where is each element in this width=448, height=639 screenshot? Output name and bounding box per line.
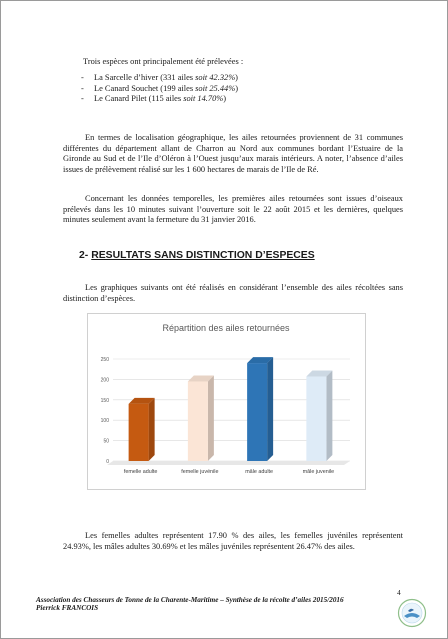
section-number: 2- bbox=[79, 250, 89, 261]
list-item: - La Sarcelle d’hiver (331 ailes soit 42.32%) bbox=[81, 73, 238, 82]
y-tick-label: 0 bbox=[106, 459, 109, 465]
bar bbox=[306, 377, 326, 461]
species-name: Le Canard Souchet (199 ailes bbox=[94, 83, 196, 93]
x-tick-label: femelle adulte bbox=[123, 469, 158, 475]
y-tick-label: 50 bbox=[103, 438, 109, 445]
chart-title: Répartition des ailes retournées bbox=[162, 323, 290, 333]
bar bbox=[188, 381, 208, 461]
bar bbox=[247, 363, 267, 461]
x-tick-label: mâle juvenile bbox=[302, 469, 335, 475]
species-share: soit 14.70% bbox=[183, 94, 224, 104]
x-tick-label: mâle adulte bbox=[245, 469, 274, 475]
bar-side bbox=[326, 371, 332, 461]
summary-paragraph: Les femelles adultes représentent 17.90 % des ailes, les femelles juvéniles représentent 24.93%, les mâles adultes 30.69% et les mâles juvéniles représentent 26.47% des ailes. bbox=[63, 531, 403, 551]
bar-side bbox=[208, 375, 214, 461]
footer-association: Association des Chasseurs de Tonne de la Charente-Maritime – Synthèse de la récolte d’ailes 2015/2016 bbox=[36, 596, 344, 604]
footer-author: Pierrick FRANCOIS bbox=[36, 604, 99, 613]
species-name: Le Canard Pilet (115 ailes bbox=[94, 94, 184, 104]
species-share: soit 25.44% bbox=[195, 83, 236, 93]
chart-floor bbox=[107, 461, 350, 465]
chart-canvas bbox=[88, 314, 365, 489]
y-tick-label: 150 bbox=[100, 397, 109, 404]
section-heading bbox=[79, 250, 315, 261]
bar bbox=[129, 404, 149, 461]
bar-side bbox=[149, 398, 155, 461]
species-share: soit 42.32% bbox=[195, 73, 236, 82]
species-intro: Trois espèces ont principalement été prélevées : bbox=[83, 57, 244, 66]
temporal-paragraph: Concernant les données temporelles, les premières ailes retournées sont issues d’oiseaux prélevés dans les 10 minutes suivant l’ouverture soit le 22 août 2015 et les dernières, quelques minutes seulement avant la fermeture du 31 janvier 2016. bbox=[63, 194, 403, 225]
species-list bbox=[81, 73, 238, 105]
page-number: 4 bbox=[397, 588, 401, 597]
section-title: RESULTATS SANS DISTINCTION D’ESPECES bbox=[91, 250, 315, 261]
list-item: - Le Canard Souchet (199 ailes soit 25.44%) bbox=[81, 83, 238, 93]
page-footer bbox=[36, 596, 344, 613]
species-name: La Sarcelle d’hiver (331 ailes bbox=[94, 73, 196, 82]
graphs-paragraph: Les graphiques suivants ont été réalisés en considérant l’ensemble des ailes récoltées sans distinction d’espèces. bbox=[63, 283, 403, 303]
x-tick-label: femelle juvénile bbox=[181, 469, 219, 475]
y-tick-label: 250 bbox=[100, 357, 109, 363]
association-duck-logo-icon bbox=[397, 598, 427, 628]
y-tick-label: 100 bbox=[100, 418, 109, 425]
bar-side bbox=[267, 357, 273, 461]
list-item: - Le Canard Pilet (115 ailes soit 14.70%) bbox=[81, 94, 227, 104]
geography-paragraph: En termes de localisation géographique, les ailes retournées proviennent de 31 communes différentes du département allant de Charron au Nord aux communes bordant l’Estuaire de la Gironde au Sud et de l’Ile d’Oléron à l’Ouest jusqu’aux marais intérieurs. A noter, l’absence d’ailes issues de prélèvement réalisé sur les 1 600 hectares de marais de l’Ile de Ré. bbox=[63, 133, 403, 174]
y-tick-label: 200 bbox=[100, 377, 109, 384]
wings-chart bbox=[87, 313, 366, 490]
